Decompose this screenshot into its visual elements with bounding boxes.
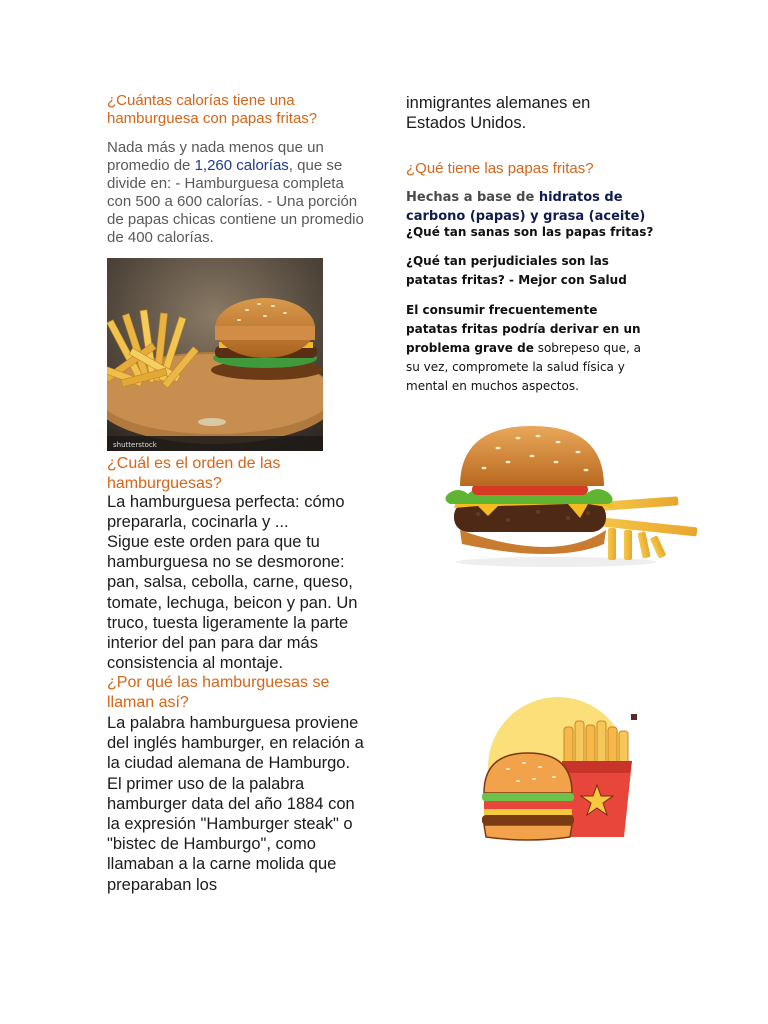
fries-composition (406, 188, 646, 226)
consumption-paragraph (406, 301, 646, 396)
consumption-bold: El consumir frecuentemente patatas fritas podría derivar en un problema grave de (406, 303, 641, 355)
fries-composition-a: Hechas a base de (406, 190, 539, 205)
question-calories: ¿Cuántas calorías tiene una hamburguesa con papas fritas? (107, 92, 318, 127)
origin-continuation: inmigrantes alemanes en Estados Unidos. (406, 94, 591, 133)
burger-fries-illustration-icon (438, 418, 700, 568)
consumption-regular: sobrepeso que, a su vez, compromete la salud física y mental en muchos aspectos. (406, 341, 641, 393)
harmful-question: ¿Qué tan perjudiciales son las patatas fritas? - Mejor con Salud (406, 254, 627, 287)
calories-highlight: 1,260 calorías (194, 157, 289, 174)
healthy-question: ¿Qué tan sanas son las papas fritas? (406, 225, 654, 239)
origin-paragraph: La palabra hamburguesa proviene del inglés hamburger, en relación a la ciudad alemana de Hamburgo. El primer uso de la palabra hamburger data del año 1884 con la expresión "Hamburger steak" o "bistec de Hamburgo", como llamaban a la carne molida que preparaban los (107, 714, 364, 894)
fries-composition-b: hidratos de carbono (papas) y grasa (aceite) (406, 190, 646, 224)
calories-text-c: , que se divide en: - Hamburguesa completa con 500 a 600 calorías. - Una porción de papas chicas contiene un promedio de 400 calorías. (107, 157, 364, 246)
perfect-burger-line: La hamburguesa perfecta: cómo prepararla, cocinarla y ... (107, 493, 345, 532)
calories-paragraph (107, 139, 365, 247)
calories-text-a: Nada más y nada menos que un promedio de (107, 139, 324, 174)
cartoon-burger-fries-icon (474, 697, 646, 847)
burger-fries-photo (107, 258, 323, 451)
photo-watermark: shutterstock (113, 441, 157, 449)
burger-fries-illustration (438, 418, 700, 568)
question-name-origin: ¿Por qué las hamburguesas se llaman así? (107, 674, 330, 711)
burger-and-fries-photo-icon (107, 258, 323, 451)
question-order: ¿Cuál es el orden de las hamburguesas? (107, 455, 281, 492)
question-fries: ¿Qué tiene las papas fritas? (406, 160, 594, 177)
order-paragraph: Sigue este orden para que tu hamburguesa no se desmorone: pan, salsa, cebolla, carne, queso, tomate, lechuga, beicon y pan. Un truco, tuesta ligeramente la parte interior del pan para dar más consistencia al montaje. (107, 533, 358, 673)
cartoon-burger-fries (474, 697, 646, 847)
